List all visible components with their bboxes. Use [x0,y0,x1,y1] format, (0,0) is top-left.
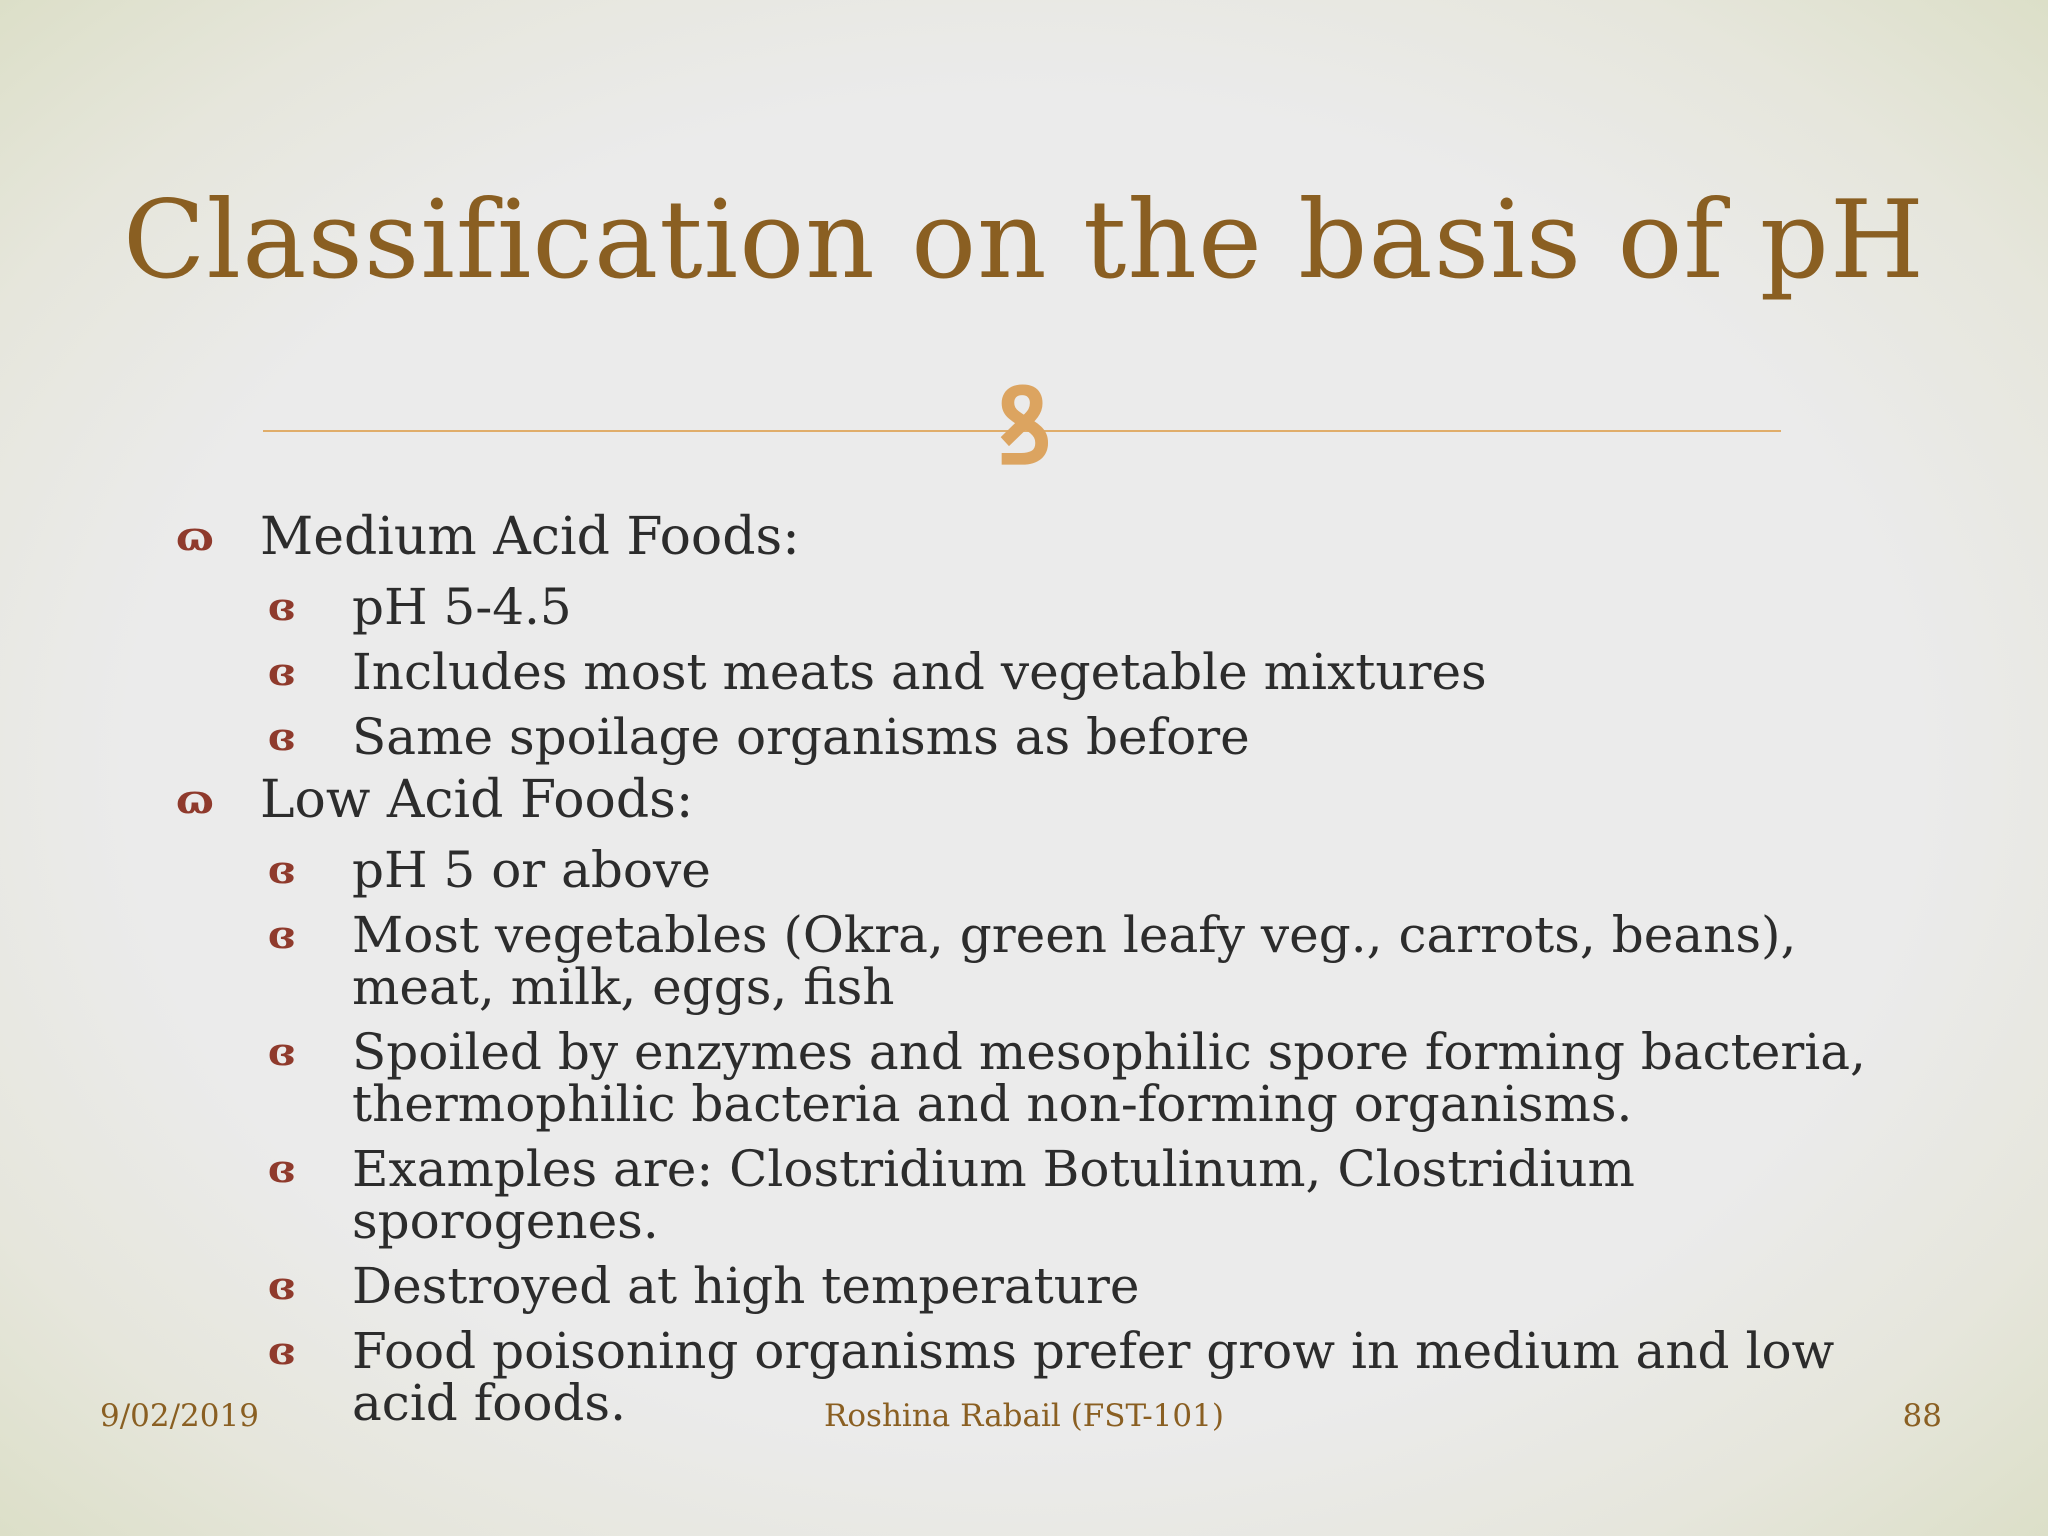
bullet-level2-icon: ɞ [268,1146,296,1191]
section-heading [176,769,1896,831]
list-item-text: Destroyed at high temperature [352,1257,1140,1315]
footer-page-number: 88 [1902,1398,1942,1434]
list-item [176,643,1896,701]
list-item [176,906,1896,1016]
list-item-text: Same spoilage organisms as before [352,708,1250,766]
list-item-text: Includes most meats and vegetable mixtures [352,643,1487,701]
slide-title: Classification on the basis of pH [122,178,1926,303]
bullet-level2-icon: ɞ [268,1328,296,1373]
bullet-level2-icon: ɞ [268,1029,296,1074]
list-item [176,578,1896,636]
list-item-text: Examples are: Clostridium Botulinum, Clostridium sporogenes. [352,1140,1635,1250]
list-item [176,1023,1896,1133]
bullet-level2-icon: ɞ [268,912,296,957]
bullet-level2-icon: ɞ [268,714,296,759]
bullet-level1-icon: ɷ [176,513,214,560]
bullet-level2-icon: ɞ [268,584,296,629]
section-heading-text: Medium Acid Foods: [260,507,800,567]
bullet-level1-icon: ɷ [176,776,214,823]
list-item-text: pH 5-4.5 [352,578,572,636]
section-heading [176,506,1896,568]
divider-ornament-icon: ꝸ [996,363,1052,488]
list-item-text: Food poisoning organisms prefer grow in medium and low acid foods. [352,1322,1835,1432]
list-item [176,1140,1896,1250]
list-item [176,708,1896,766]
list-item-text: Spoiled by enzymes and mesophilic spore forming bacteria, thermophilic bacteria and non-forming organisms. [352,1023,1866,1133]
section-heading-text: Low Acid Foods: [260,770,694,830]
bullet-level2-icon: ɞ [268,649,296,694]
bullet-level2-icon: ɞ [268,847,296,892]
list-item [176,1257,1896,1315]
list-item-text: pH 5 or above [352,841,711,899]
footer-author: Roshina Rabail (FST-101) [824,1398,1224,1434]
slide-content [176,500,1896,1432]
footer-date: 9/02/2019 [100,1398,259,1434]
bullet-level2-icon: ɞ [268,1263,296,1308]
list-item-text: Most vegetables (Okra, green leafy veg., carrots, beans), meat, milk, eggs, fish [352,906,1797,1016]
list-item [176,841,1896,899]
